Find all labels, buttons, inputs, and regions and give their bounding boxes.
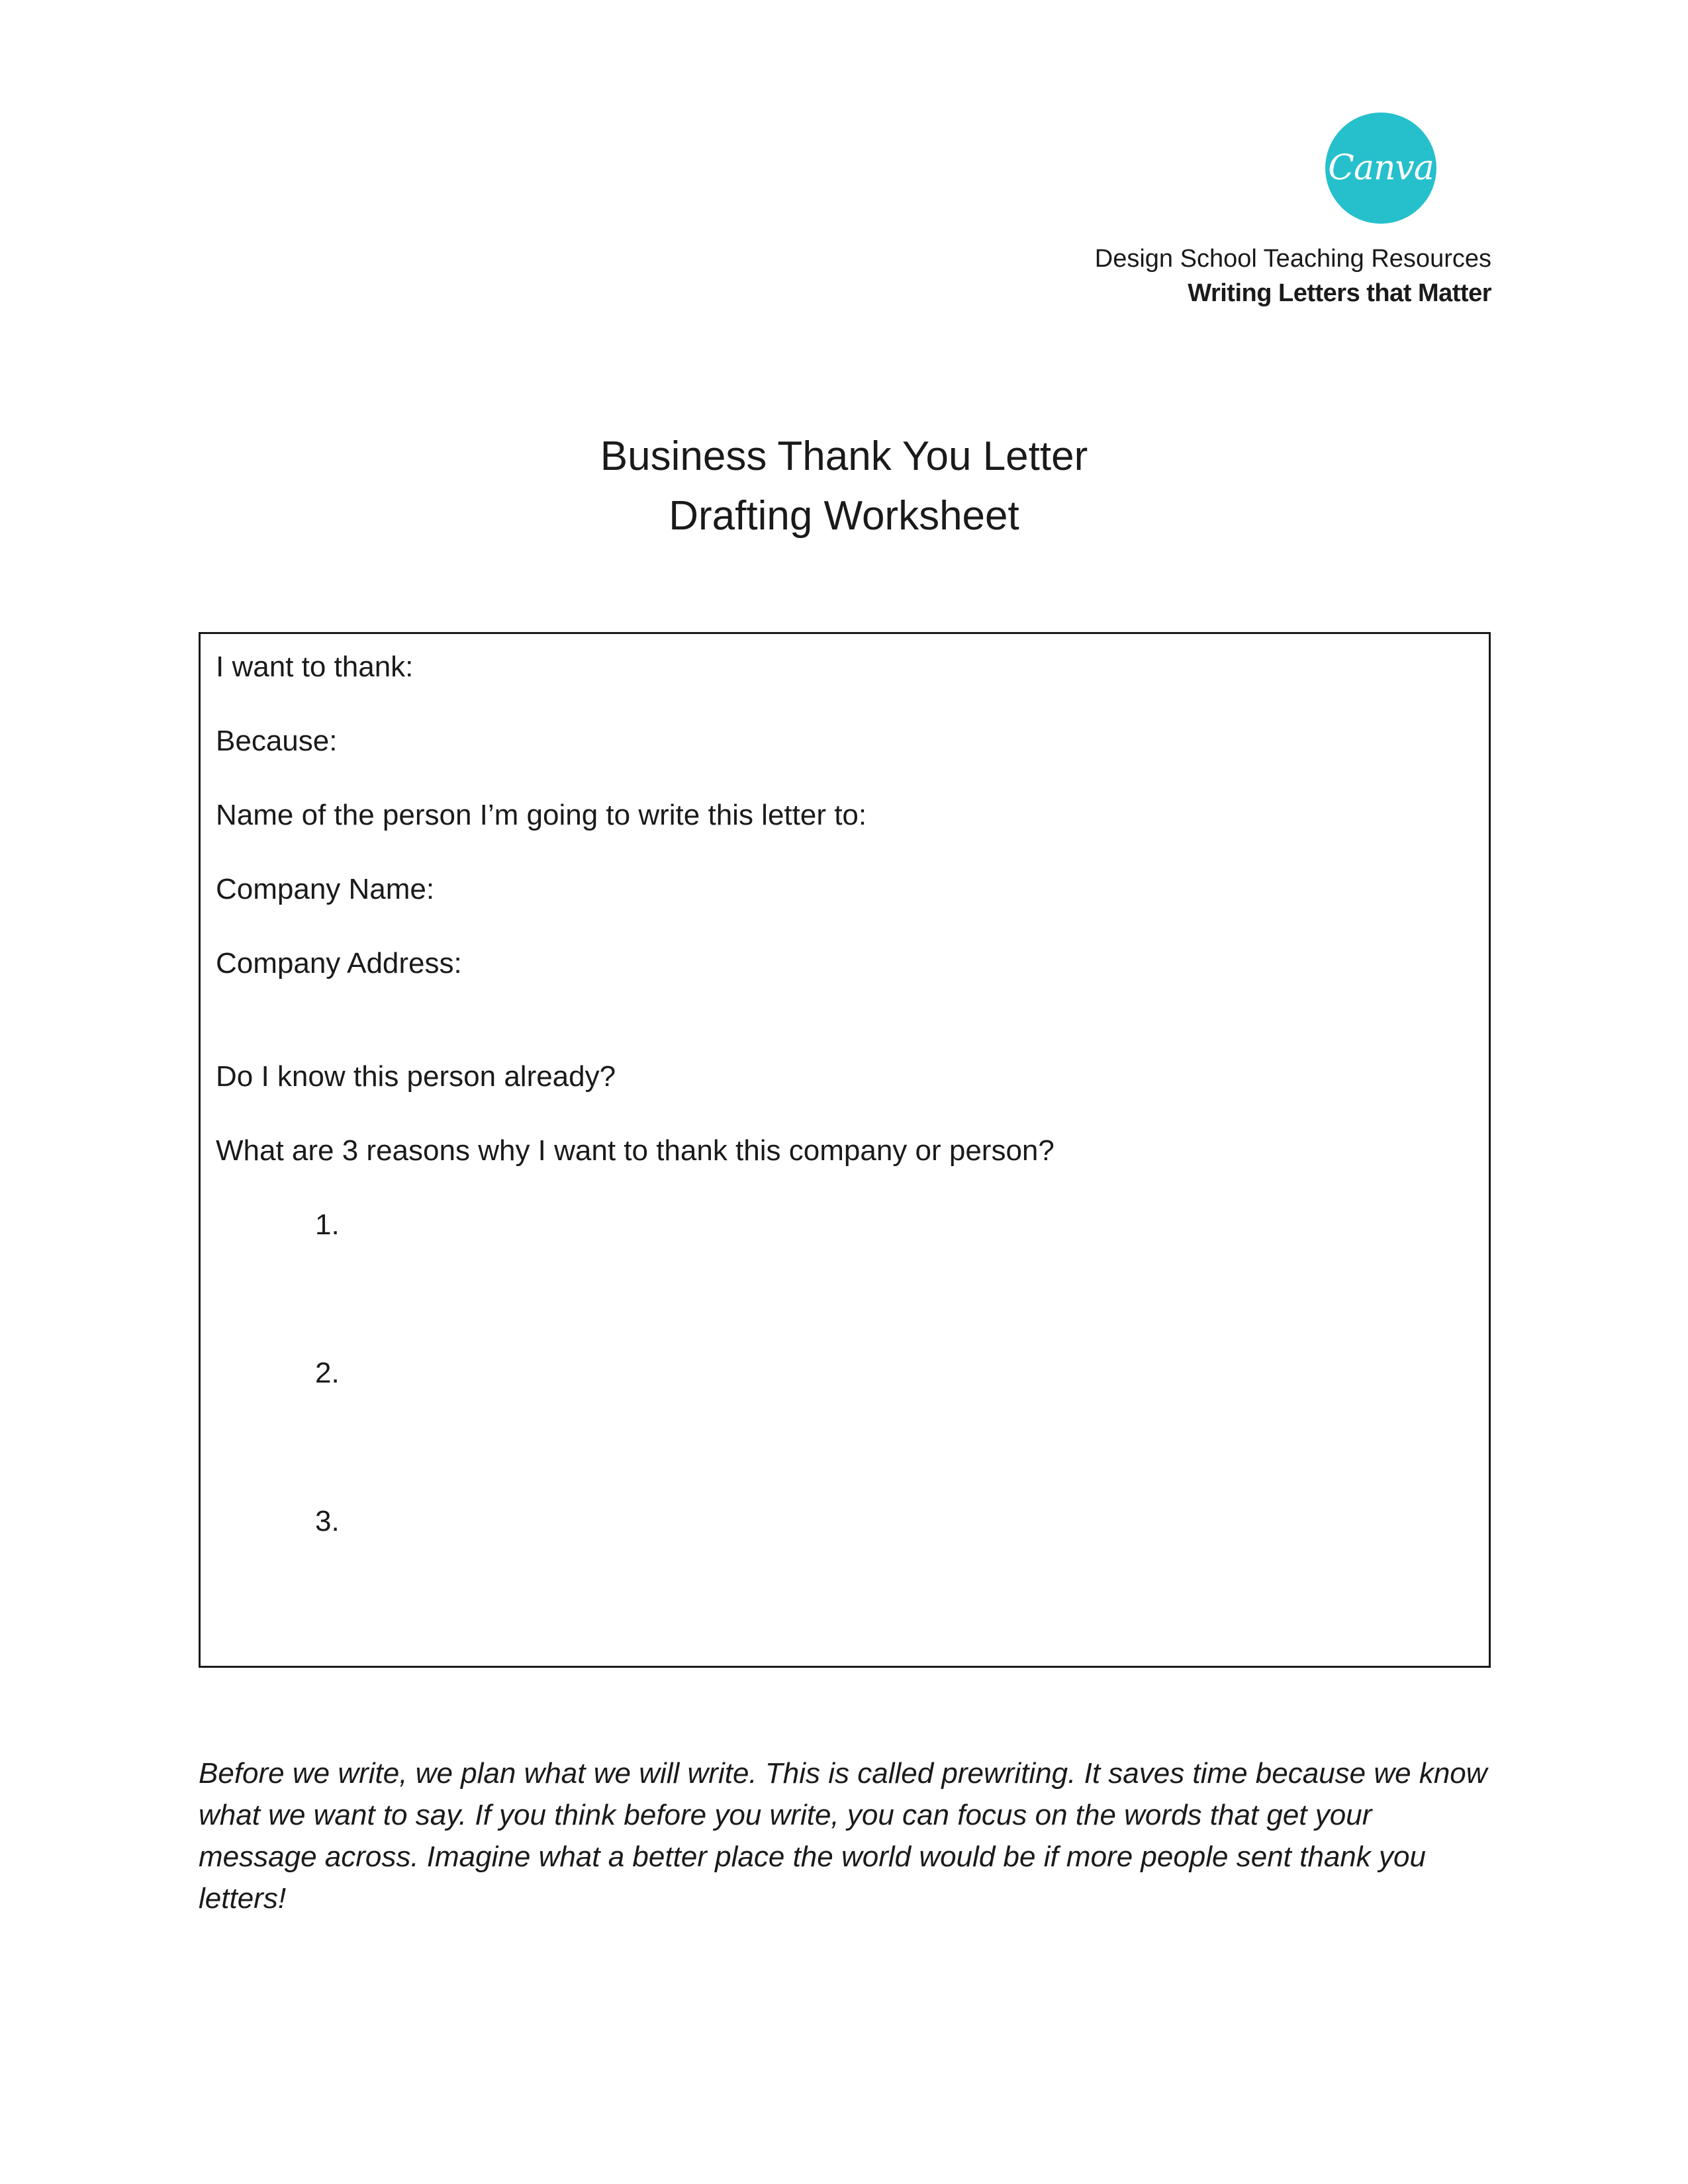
field-recipient-name: Name of the person I’m going to write this letter to:	[216, 799, 867, 831]
resource-series: Design School Teaching Resources	[1094, 245, 1491, 273]
logo-wordmark: Canva	[1328, 148, 1434, 188]
title-line-2: Drafting Worksheet	[669, 493, 1019, 539]
canva-logo	[1325, 113, 1436, 224]
title-line-1: Business Thank You Letter	[600, 433, 1088, 479]
resource-unit: Writing Letters that Matter	[1188, 279, 1491, 307]
resource-header	[1095, 242, 1491, 310]
worksheet-box	[199, 632, 1491, 1668]
reason-1: 1.	[315, 1208, 340, 1241]
field-know-person: Do I know this person already?	[216, 1060, 616, 1093]
reason-3: 3.	[315, 1505, 340, 1537]
prewriting-note: Before we write, we plan what we will write. This is called prewriting. It saves time because we know what we want to say. If you think before you write, you can focus on the words that get your message across. Imagine what a better place the world would be if more people sent thank you letters!	[199, 1757, 1487, 1915]
field-because: Because:	[216, 725, 338, 757]
field-reasons-question: What are 3 reasons why I want to thank this company or person?	[216, 1134, 1055, 1167]
reason-2: 2.	[315, 1357, 340, 1389]
field-company-address: Company Address:	[216, 947, 462, 979]
field-company-name: Company Name:	[216, 873, 435, 905]
page-title	[0, 427, 1688, 546]
field-thank: I want to thank:	[216, 651, 414, 683]
